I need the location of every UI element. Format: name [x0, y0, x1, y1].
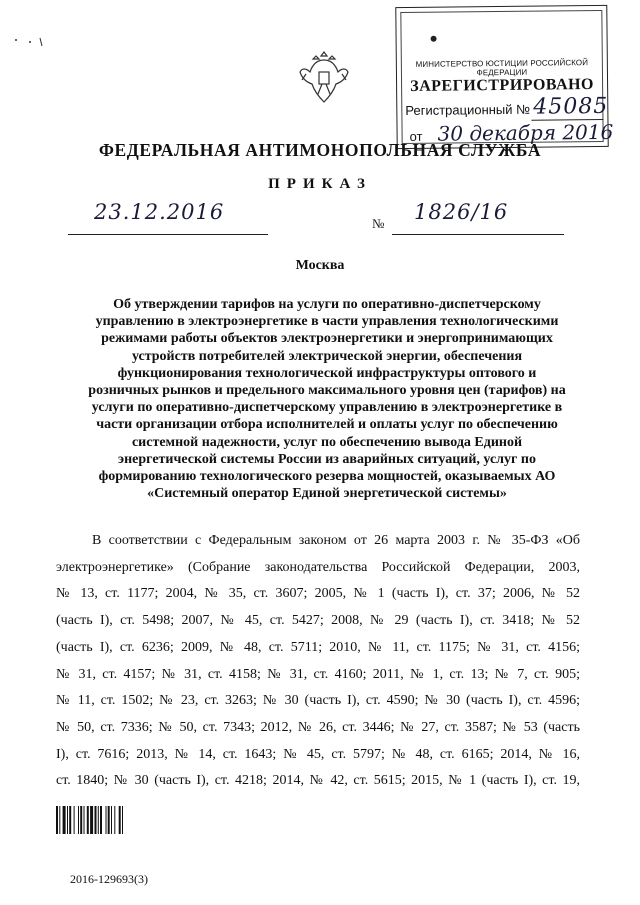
order-date: 23.12.2016	[94, 200, 225, 224]
title-line: функционирования технологической инфраструктуры оптового и	[117, 365, 537, 381]
stamp-date-value: 30 декабря 2016	[437, 119, 614, 146]
stamp-ministry: МИНИСТЕРСТВО ЮСТИЦИИ РОССИЙСКОЙ ФЕДЕРАЦИИ	[415, 58, 589, 78]
order-title	[62, 296, 592, 502]
coat-of-arms-icon	[298, 46, 350, 106]
body-text	[56, 528, 580, 795]
scan-marks-icon	[10, 30, 50, 50]
order-date-field	[68, 200, 268, 235]
body-line: № 13, ст. 1177; 2004, № 35, ст. 3607; 2005, № 1 (часть I), ст. 37; 2006, № 52	[56, 586, 580, 602]
body-line: I), ст. 7616; 2013, № 14, ст. 1643; № 45, ст. 5797; № 48, ст. 6165; 2014, № 16,	[56, 746, 580, 762]
title-line: режимами работы объектов электроэнергетики и энергопринимающих	[101, 331, 553, 347]
barcode-icon	[56, 806, 146, 834]
title-line: «Системный оператор Единой энергетической системы»	[147, 486, 507, 502]
body-line: № 31, ст. 4157; № 31, ст. 4158; № 31, ст. 4160; 2011, № 1, ст. 13; № 7, ст. 905;	[56, 666, 580, 682]
title-line: устройств потребителей электрической энергии, обеспечения	[131, 348, 523, 364]
agency-name: ФЕДЕРАЛЬНАЯ АНТИМОНОПОЛЬНАЯ СЛУЖБА	[98, 140, 542, 160]
stamp-date-label: от	[409, 128, 423, 144]
body-line: (часть I), ст. 5498; 2007, № 45, ст. 5427; 2008, № 29 (часть I), ст. 3418; № 52	[56, 613, 580, 629]
stamp-emblem-dot	[431, 36, 437, 42]
document-type: ПРИКАЗ	[268, 176, 372, 192]
title-line: части организации отбора исполнителей и оплаты услуг по обеспечению	[96, 417, 558, 433]
body-line: (часть I), ст. 6236; 2009, № 48, ст. 5711; 2010, № 11, ст. 1175; № 31, ст. 4156;	[56, 639, 580, 655]
body-line: В соответствии с Федеральным законом от 26 марта 2003 г. № 35-ФЗ «Об	[92, 533, 580, 548]
title-line: розничных рынков и предельного максимального уровня цен (тарифов) на	[88, 383, 566, 399]
stamp-reg-number: 45085	[533, 93, 609, 120]
title-line: системной надежности, услуг по обеспечению вывода Единой	[131, 434, 523, 450]
registration-stamp	[395, 5, 614, 149]
body-line: № 50, ст. 7336; № 50, ст. 7343; 2012, № 26, ст. 3446; № 27, ст. 3587; № 53 (часть	[56, 719, 580, 735]
title-line: услуги по оперативно-диспетчерскому управлению в электроэнергетике в	[91, 400, 563, 416]
stamp-status: ЗАРЕГИСТРИРОВАНО	[410, 76, 595, 95]
title-line: Об утверждении тарифов на услуги по оперативно-диспетчерскому	[113, 297, 541, 312]
stamp-reg-label: Регистрационный №	[405, 101, 531, 119]
body-line: № 11, ст. 1502; № 23, ст. 3263; № 30 (часть I), ст. 4590; № 30 (часть I), ст. 4596;	[56, 693, 580, 709]
body-line: ст. 1840; № 30 (часть I), ст. 4218; 2014, № 42, ст. 5615; 2015, № 1 (часть I), ст. 19,	[56, 773, 580, 789]
title-line: формированию технологического резерва мощностей, оказываемых АО	[98, 469, 556, 485]
title-line: управлению в электроэнергетике в части управления технологическими	[95, 314, 559, 330]
city: Москва	[295, 258, 345, 273]
number-sign: №	[372, 216, 385, 231]
document-code: 2016-129693(3)	[70, 872, 148, 886]
order-number: 1826/16	[414, 200, 509, 224]
title-line: энергетической системы России из аварийных ситуаций, услуг по	[118, 451, 536, 467]
order-number-field	[392, 200, 564, 235]
body-line: электроэнергетике» (Собрание законодательства Российской Федерации, 2003,	[56, 559, 580, 575]
